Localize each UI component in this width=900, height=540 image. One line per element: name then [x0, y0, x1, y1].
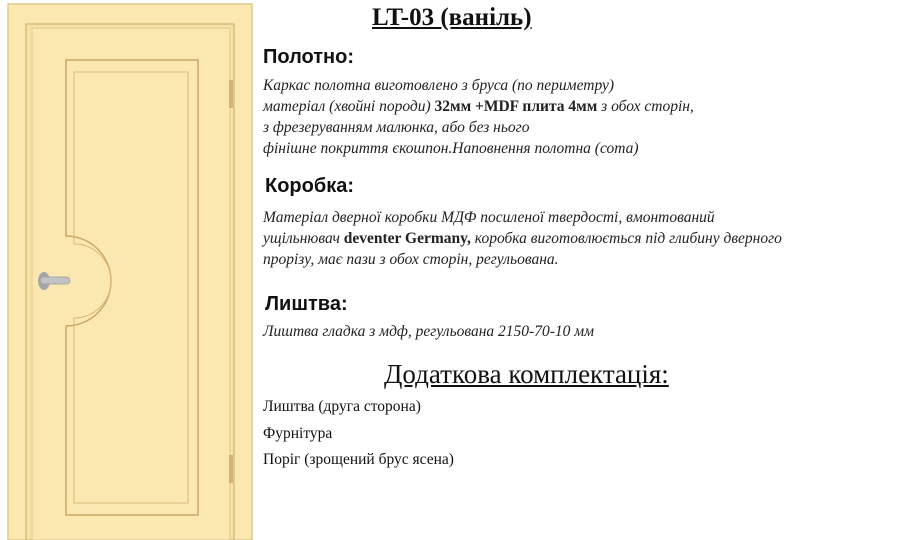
polotno-line: фінішне покриття єкошпон.Наповнення полотна (сота)	[263, 140, 639, 157]
extra-item: Поріг (зрощений брус ясена)	[263, 451, 454, 468]
product-title: LT-03 (ваніль)	[372, 4, 532, 31]
polotno-line2-pre: матеріал (хвойні породи)	[263, 98, 435, 115]
extra-item: Лиштва (друга сторона)	[263, 398, 421, 415]
polotno-line: Каркас полотна виготовлено з бруса (по периметру)	[263, 77, 615, 94]
section-heading-korobka: Коробка:	[265, 175, 355, 197]
korobka-line	[263, 228, 782, 249]
polotno-line: з фрезеруванням малюнка, або без нього	[263, 119, 530, 136]
door-hinge-bottom	[229, 455, 233, 483]
korobka-line2-post: коробка виготовлюється під глибину дверного	[470, 230, 782, 247]
section-heading-polotno: Полотно:	[263, 46, 355, 68]
korobka-line2-pre: ущільнювач	[263, 230, 344, 247]
polotno-line	[263, 96, 694, 117]
extra-item: Фурнітура	[263, 425, 333, 442]
polotno-line2-post: з обох сторін,	[597, 98, 694, 115]
korobka-line: прорізу, має пази з обох сторін, регульована.	[263, 251, 559, 268]
section-heading-lyshtva: Лиштва:	[265, 293, 348, 315]
door-image	[0, 0, 260, 540]
korobka-brand-bold: deventer Germany,	[343, 230, 471, 247]
korobka-line: Матеріал дверної коробки МДФ посиленої твердості, вмонтований	[263, 209, 715, 226]
polotno-text	[263, 75, 694, 159]
polotno-spec-bold: 32мм +MDF плита 4мм	[434, 98, 598, 115]
door-hinge-top	[229, 80, 233, 108]
extra-equipment-heading: Додаткова комплектація:	[384, 359, 669, 389]
lyshtva-text: Лиштва гладка з мдф, регульована 2150-70-10 мм	[263, 323, 595, 340]
korobka-text	[263, 207, 782, 270]
